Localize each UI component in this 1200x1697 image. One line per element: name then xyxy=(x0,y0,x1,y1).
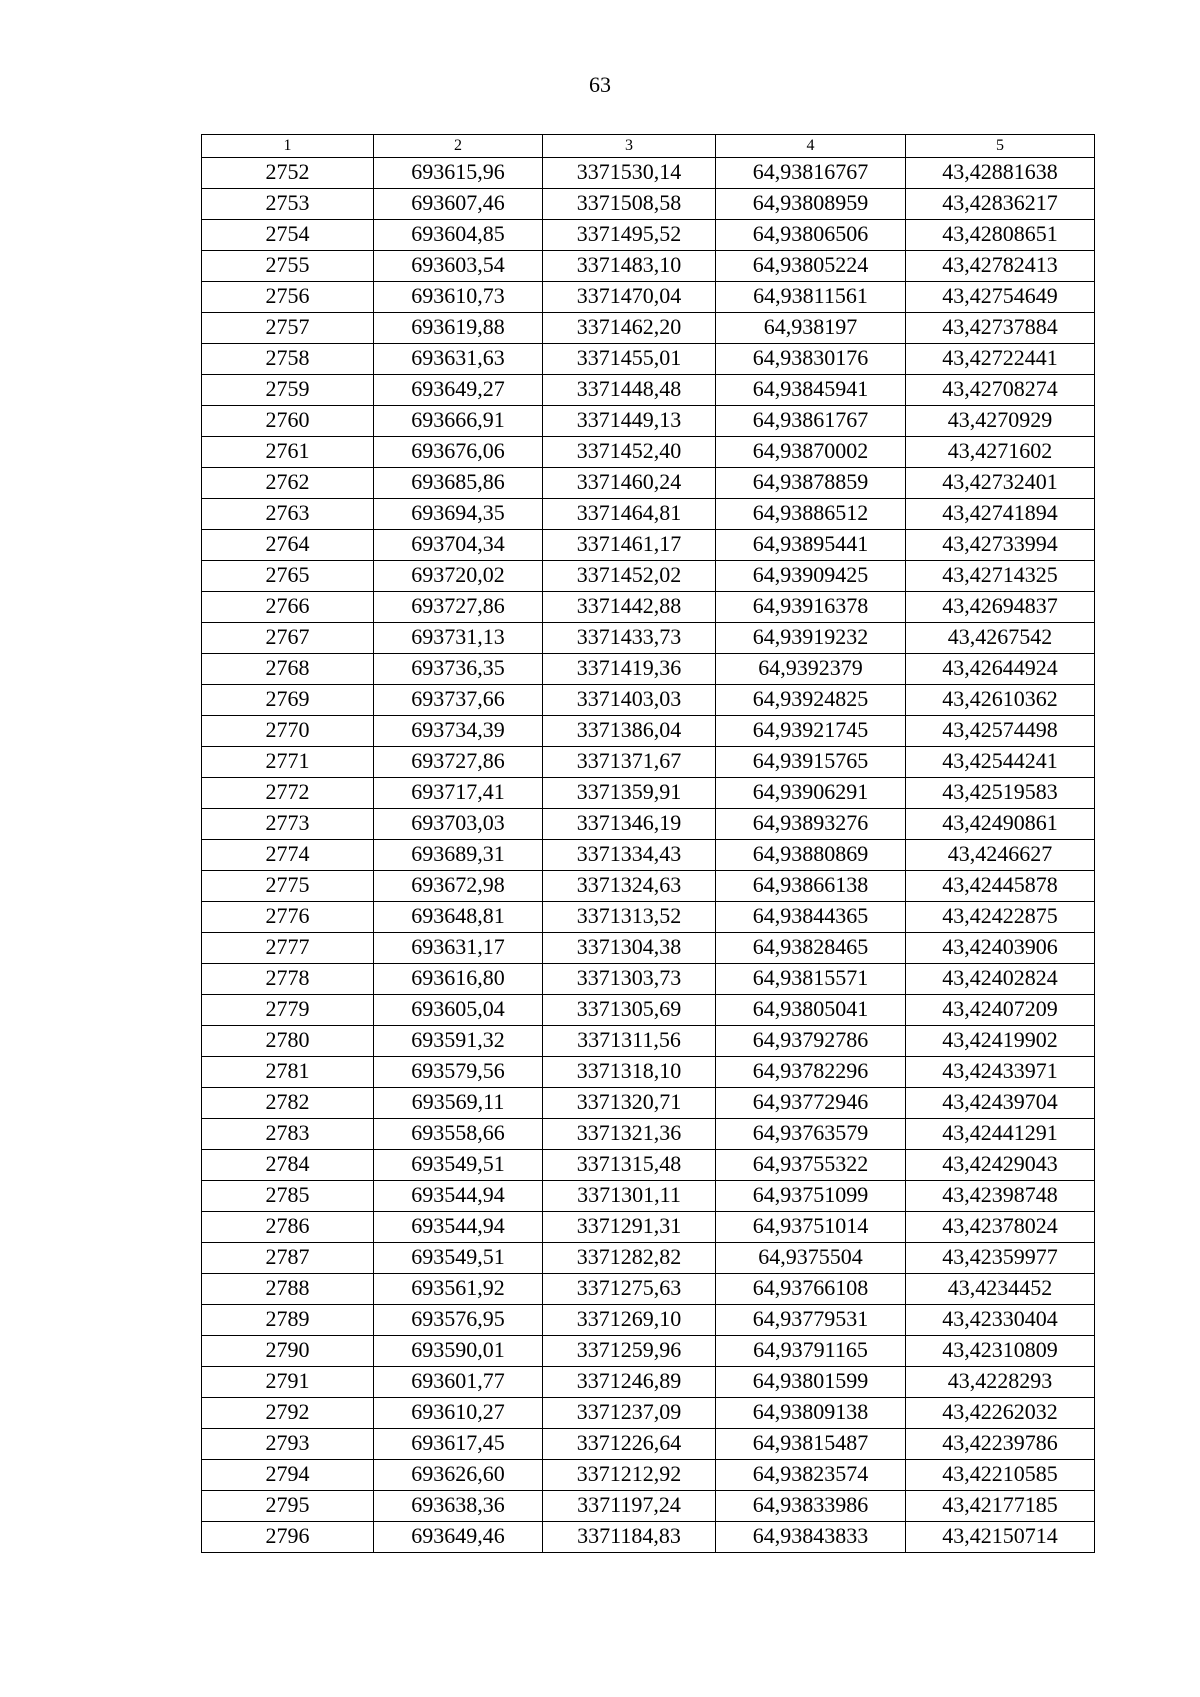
table-cell: 693561,92 xyxy=(374,1274,543,1305)
table-cell: 64,9375504 xyxy=(716,1243,906,1274)
table-cell: 2795 xyxy=(202,1491,374,1522)
table-cell: 64,93816767 xyxy=(716,158,906,189)
table-cell: 2759 xyxy=(202,375,374,406)
table-row xyxy=(202,1274,1095,1305)
table-cell: 3371320,71 xyxy=(543,1088,716,1119)
table-row xyxy=(202,716,1095,747)
table-cell: 64,93924825 xyxy=(716,685,906,716)
table-cell: 43,42881638 xyxy=(906,158,1095,189)
table-cell: 2756 xyxy=(202,282,374,313)
table-cell: 2770 xyxy=(202,716,374,747)
table-cell: 64,93886512 xyxy=(716,499,906,530)
table-cell: 693731,13 xyxy=(374,623,543,654)
table-cell: 3371269,10 xyxy=(543,1305,716,1336)
table-cell: 43,42310809 xyxy=(906,1336,1095,1367)
table-cell: 3371483,10 xyxy=(543,251,716,282)
table-row xyxy=(202,1119,1095,1150)
table-cell: 693607,46 xyxy=(374,189,543,220)
table-cell: 64,93844365 xyxy=(716,902,906,933)
table-cell: 2789 xyxy=(202,1305,374,1336)
table-row xyxy=(202,902,1095,933)
table-cell: 43,4270929 xyxy=(906,406,1095,437)
table-cell: 43,42177185 xyxy=(906,1491,1095,1522)
table-cell: 64,938197 xyxy=(716,313,906,344)
table-cell: 64,93792786 xyxy=(716,1026,906,1057)
table-cell: 64,93880869 xyxy=(716,840,906,871)
table-cell: 2777 xyxy=(202,933,374,964)
table-cell: 2794 xyxy=(202,1460,374,1491)
table-cell: 693619,88 xyxy=(374,313,543,344)
table-cell: 3371184,83 xyxy=(543,1522,716,1553)
table-cell: 2790 xyxy=(202,1336,374,1367)
table-cell: 3371315,48 xyxy=(543,1150,716,1181)
table-cell: 64,93805224 xyxy=(716,251,906,282)
table-cell: 693717,41 xyxy=(374,778,543,809)
table-cell: 43,42708274 xyxy=(906,375,1095,406)
table-cell: 64,93921745 xyxy=(716,716,906,747)
table-cell: 64,9392379 xyxy=(716,654,906,685)
table-row xyxy=(202,189,1095,220)
table-cell: 2778 xyxy=(202,964,374,995)
table-cell: 3371386,04 xyxy=(543,716,716,747)
table-cell: 64,93755322 xyxy=(716,1150,906,1181)
table-cell: 693579,56 xyxy=(374,1057,543,1088)
table-cell: 3371275,63 xyxy=(543,1274,716,1305)
table-cell: 43,42378024 xyxy=(906,1212,1095,1243)
table-cell: 43,42150714 xyxy=(906,1522,1095,1553)
table-cell: 3371237,09 xyxy=(543,1398,716,1429)
table-cell: 693736,35 xyxy=(374,654,543,685)
table-row xyxy=(202,623,1095,654)
table-cell: 693648,81 xyxy=(374,902,543,933)
table-cell: 2769 xyxy=(202,685,374,716)
table-cell: 2766 xyxy=(202,592,374,623)
table-row xyxy=(202,437,1095,468)
table-cell: 2786 xyxy=(202,1212,374,1243)
table-cell: 43,42419902 xyxy=(906,1026,1095,1057)
table-cell: 43,42439704 xyxy=(906,1088,1095,1119)
table-row xyxy=(202,1243,1095,1274)
table-cell: 64,93779531 xyxy=(716,1305,906,1336)
table-cell: 3371311,56 xyxy=(543,1026,716,1057)
table-cell: 64,93808959 xyxy=(716,189,906,220)
table-cell: 693734,39 xyxy=(374,716,543,747)
table-cell: 693631,17 xyxy=(374,933,543,964)
table-row xyxy=(202,840,1095,871)
table-cell: 64,93843833 xyxy=(716,1522,906,1553)
table-cell: 693689,31 xyxy=(374,840,543,871)
table-header-row xyxy=(202,135,1095,158)
table-cell: 43,42754649 xyxy=(906,282,1095,313)
table-cell: 3371442,88 xyxy=(543,592,716,623)
table-cell: 2788 xyxy=(202,1274,374,1305)
table-cell: 43,42544241 xyxy=(906,747,1095,778)
table-cell: 43,42239786 xyxy=(906,1429,1095,1460)
table-cell: 43,4267542 xyxy=(906,623,1095,654)
table-cell: 3371259,96 xyxy=(543,1336,716,1367)
table-cell: 3371321,36 xyxy=(543,1119,716,1150)
table-row xyxy=(202,1367,1095,1398)
table-cell: 693704,34 xyxy=(374,530,543,561)
table-row xyxy=(202,1057,1095,1088)
table-cell: 2775 xyxy=(202,871,374,902)
table-cell: 64,93791165 xyxy=(716,1336,906,1367)
table-cell: 3371452,02 xyxy=(543,561,716,592)
table-cell: 43,42403906 xyxy=(906,933,1095,964)
table-cell: 2791 xyxy=(202,1367,374,1398)
table-cell: 693604,85 xyxy=(374,220,543,251)
table-cell: 693720,02 xyxy=(374,561,543,592)
table-cell: 693676,06 xyxy=(374,437,543,468)
table-cell: 693666,91 xyxy=(374,406,543,437)
table-cell: 43,42422875 xyxy=(906,902,1095,933)
table-cell: 2787 xyxy=(202,1243,374,1274)
table-cell: 3371246,89 xyxy=(543,1367,716,1398)
table-cell: 43,42407209 xyxy=(906,995,1095,1026)
table-cell: 3371495,52 xyxy=(543,220,716,251)
table-cell: 2753 xyxy=(202,189,374,220)
table-cell: 2760 xyxy=(202,406,374,437)
table-cell: 3371461,17 xyxy=(543,530,716,561)
table-cell: 2774 xyxy=(202,840,374,871)
table-cell: 43,42644924 xyxy=(906,654,1095,685)
column-header-3: 3 xyxy=(543,135,716,158)
table-cell: 64,93861767 xyxy=(716,406,906,437)
table-row xyxy=(202,871,1095,902)
table-cell: 2776 xyxy=(202,902,374,933)
table-cell: 43,42610362 xyxy=(906,685,1095,716)
table-cell: 3371460,24 xyxy=(543,468,716,499)
table-cell: 3371449,13 xyxy=(543,406,716,437)
table-cell: 64,93906291 xyxy=(716,778,906,809)
table-row xyxy=(202,1429,1095,1460)
table-cell: 693590,01 xyxy=(374,1336,543,1367)
table-cell: 43,42433971 xyxy=(906,1057,1095,1088)
table-cell: 3371303,73 xyxy=(543,964,716,995)
table-row xyxy=(202,1522,1095,1553)
table-cell: 3371403,03 xyxy=(543,685,716,716)
table-cell: 2768 xyxy=(202,654,374,685)
table-cell: 693649,46 xyxy=(374,1522,543,1553)
table-row xyxy=(202,158,1095,189)
table-cell: 3371334,43 xyxy=(543,840,716,871)
table-row xyxy=(202,654,1095,685)
table-row xyxy=(202,1181,1095,1212)
table-cell: 693544,94 xyxy=(374,1212,543,1243)
table-cell: 64,93766108 xyxy=(716,1274,906,1305)
table-cell: 3371324,63 xyxy=(543,871,716,902)
column-header-4: 4 xyxy=(716,135,906,158)
table-cell: 43,42732401 xyxy=(906,468,1095,499)
table-cell: 2783 xyxy=(202,1119,374,1150)
table-row xyxy=(202,592,1095,623)
table-cell: 64,93823574 xyxy=(716,1460,906,1491)
table-cell: 3371301,11 xyxy=(543,1181,716,1212)
table-cell: 43,42722441 xyxy=(906,344,1095,375)
table-cell: 43,4271602 xyxy=(906,437,1095,468)
table-cell: 43,42836217 xyxy=(906,189,1095,220)
coordinates-table xyxy=(201,134,1095,1553)
table-cell: 43,42808651 xyxy=(906,220,1095,251)
table-row xyxy=(202,251,1095,282)
table-cell: 3371470,04 xyxy=(543,282,716,313)
table-cell: 3371305,69 xyxy=(543,995,716,1026)
table-cell: 693601,77 xyxy=(374,1367,543,1398)
table-cell: 693591,32 xyxy=(374,1026,543,1057)
table-row xyxy=(202,778,1095,809)
table-cell: 693694,35 xyxy=(374,499,543,530)
table-cell: 2772 xyxy=(202,778,374,809)
table-cell: 3371291,31 xyxy=(543,1212,716,1243)
table-cell: 2762 xyxy=(202,468,374,499)
table-cell: 2792 xyxy=(202,1398,374,1429)
table-row xyxy=(202,1460,1095,1491)
table-cell: 2781 xyxy=(202,1057,374,1088)
table-row xyxy=(202,282,1095,313)
table-row xyxy=(202,375,1095,406)
table-cell: 43,42737884 xyxy=(906,313,1095,344)
table-cell: 64,93866138 xyxy=(716,871,906,902)
table-row xyxy=(202,1150,1095,1181)
table-cell: 43,42210585 xyxy=(906,1460,1095,1491)
table-cell: 43,42574498 xyxy=(906,716,1095,747)
table-cell: 2755 xyxy=(202,251,374,282)
table-cell: 43,4246627 xyxy=(906,840,1095,871)
table-cell: 64,93811561 xyxy=(716,282,906,313)
column-header-1: 1 xyxy=(202,135,374,158)
table-cell: 43,42782413 xyxy=(906,251,1095,282)
table-cell: 64,93782296 xyxy=(716,1057,906,1088)
table-row xyxy=(202,220,1095,251)
table-cell: 693631,63 xyxy=(374,344,543,375)
table-row xyxy=(202,1491,1095,1522)
table-cell: 43,42733994 xyxy=(906,530,1095,561)
table-row xyxy=(202,1026,1095,1057)
table-row xyxy=(202,1398,1095,1429)
table-cell: 64,93815487 xyxy=(716,1429,906,1460)
table-cell: 693617,45 xyxy=(374,1429,543,1460)
table-cell: 693616,80 xyxy=(374,964,543,995)
table-body xyxy=(202,158,1095,1553)
table-cell: 43,42402824 xyxy=(906,964,1095,995)
table-row xyxy=(202,685,1095,716)
table-cell: 3371452,40 xyxy=(543,437,716,468)
table-cell: 64,93893276 xyxy=(716,809,906,840)
table-cell: 3371455,01 xyxy=(543,344,716,375)
table-cell: 64,93805041 xyxy=(716,995,906,1026)
table-cell: 43,42359977 xyxy=(906,1243,1095,1274)
table-cell: 3371448,48 xyxy=(543,375,716,406)
table-cell: 64,93909425 xyxy=(716,561,906,592)
table-cell: 693626,60 xyxy=(374,1460,543,1491)
table-cell: 64,93919232 xyxy=(716,623,906,654)
table-cell: 693605,04 xyxy=(374,995,543,1026)
table-cell: 64,93801599 xyxy=(716,1367,906,1398)
table-cell: 693615,96 xyxy=(374,158,543,189)
table-cell: 64,93806506 xyxy=(716,220,906,251)
table-cell: 43,42429043 xyxy=(906,1150,1095,1181)
table-cell: 2779 xyxy=(202,995,374,1026)
table-cell: 64,93763579 xyxy=(716,1119,906,1150)
table-cell: 693649,27 xyxy=(374,375,543,406)
table-cell: 43,42441291 xyxy=(906,1119,1095,1150)
table-cell: 2796 xyxy=(202,1522,374,1553)
table-row xyxy=(202,468,1095,499)
table-cell: 3371226,64 xyxy=(543,1429,716,1460)
table-row xyxy=(202,809,1095,840)
table-cell: 3371212,92 xyxy=(543,1460,716,1491)
table-row xyxy=(202,995,1095,1026)
table-cell: 64,93772946 xyxy=(716,1088,906,1119)
table-cell: 693549,51 xyxy=(374,1243,543,1274)
table-cell: 43,42262032 xyxy=(906,1398,1095,1429)
table-cell: 64,93751014 xyxy=(716,1212,906,1243)
column-header-5: 5 xyxy=(906,135,1095,158)
table-cell: 43,42398748 xyxy=(906,1181,1095,1212)
table-cell: 64,93751099 xyxy=(716,1181,906,1212)
page-number: 63 xyxy=(589,72,611,97)
table-cell: 64,93915765 xyxy=(716,747,906,778)
table-cell: 64,93809138 xyxy=(716,1398,906,1429)
table-cell: 3371419,36 xyxy=(543,654,716,685)
table-row xyxy=(202,964,1095,995)
table-row xyxy=(202,1336,1095,1367)
table-cell: 2754 xyxy=(202,220,374,251)
table-cell: 3371530,14 xyxy=(543,158,716,189)
table-cell: 2773 xyxy=(202,809,374,840)
table-cell: 693610,27 xyxy=(374,1398,543,1429)
table-cell: 693638,36 xyxy=(374,1491,543,1522)
table-cell: 64,93870002 xyxy=(716,437,906,468)
table-cell: 64,93916378 xyxy=(716,592,906,623)
table-row xyxy=(202,499,1095,530)
table-cell: 693549,51 xyxy=(374,1150,543,1181)
table-cell: 693603,54 xyxy=(374,251,543,282)
table-row xyxy=(202,530,1095,561)
table-cell: 693576,95 xyxy=(374,1305,543,1336)
table-row xyxy=(202,1305,1095,1336)
table-cell: 43,42519583 xyxy=(906,778,1095,809)
table-cell: 64,93845941 xyxy=(716,375,906,406)
table-cell: 43,4228293 xyxy=(906,1367,1095,1398)
table-cell: 2785 xyxy=(202,1181,374,1212)
table-cell: 43,42694837 xyxy=(906,592,1095,623)
table-cell: 2752 xyxy=(202,158,374,189)
table-cell: 3371282,82 xyxy=(543,1243,716,1274)
table-cell: 2767 xyxy=(202,623,374,654)
table-cell: 2780 xyxy=(202,1026,374,1057)
table-cell: 2771 xyxy=(202,747,374,778)
table-cell: 3371318,10 xyxy=(543,1057,716,1088)
table-cell: 3371371,67 xyxy=(543,747,716,778)
table-cell: 2763 xyxy=(202,499,374,530)
table-row xyxy=(202,1088,1095,1119)
table-row xyxy=(202,933,1095,964)
table-cell: 693672,98 xyxy=(374,871,543,902)
table-row xyxy=(202,747,1095,778)
table-cell: 2784 xyxy=(202,1150,374,1181)
table-cell: 2757 xyxy=(202,313,374,344)
table-cell: 693610,73 xyxy=(374,282,543,313)
table-cell: 3371304,38 xyxy=(543,933,716,964)
table-cell: 3371197,24 xyxy=(543,1491,716,1522)
table-cell: 693703,03 xyxy=(374,809,543,840)
table-cell: 3371433,73 xyxy=(543,623,716,654)
table-cell: 64,93815571 xyxy=(716,964,906,995)
table-cell: 693727,86 xyxy=(374,747,543,778)
table-cell: 64,93878859 xyxy=(716,468,906,499)
table-cell: 64,93830176 xyxy=(716,344,906,375)
table-cell: 43,42330404 xyxy=(906,1305,1095,1336)
table-cell: 43,4234452 xyxy=(906,1274,1095,1305)
table-cell: 3371508,58 xyxy=(543,189,716,220)
table-cell: 2758 xyxy=(202,344,374,375)
table-cell: 2782 xyxy=(202,1088,374,1119)
table-cell: 693727,86 xyxy=(374,592,543,623)
table-row xyxy=(202,561,1095,592)
table-cell: 2761 xyxy=(202,437,374,468)
table-row xyxy=(202,344,1095,375)
table-cell: 3371313,52 xyxy=(543,902,716,933)
table-cell: 2765 xyxy=(202,561,374,592)
table-cell: 2764 xyxy=(202,530,374,561)
table-cell: 43,42714325 xyxy=(906,561,1095,592)
table-cell: 3371462,20 xyxy=(543,313,716,344)
table-cell: 693569,11 xyxy=(374,1088,543,1119)
table-cell: 64,93833986 xyxy=(716,1491,906,1522)
table-cell: 3371346,19 xyxy=(543,809,716,840)
table-cell: 693558,66 xyxy=(374,1119,543,1150)
table-cell: 64,93895441 xyxy=(716,530,906,561)
table-cell: 2793 xyxy=(202,1429,374,1460)
table-row xyxy=(202,313,1095,344)
table-cell: 43,42490861 xyxy=(906,809,1095,840)
table-row xyxy=(202,406,1095,437)
column-header-2: 2 xyxy=(374,135,543,158)
table-cell: 43,42445878 xyxy=(906,871,1095,902)
table-cell: 693737,66 xyxy=(374,685,543,716)
table-cell: 693544,94 xyxy=(374,1181,543,1212)
table-cell: 693685,86 xyxy=(374,468,543,499)
table-cell: 3371464,81 xyxy=(543,499,716,530)
table-row xyxy=(202,1212,1095,1243)
table-cell: 3371359,91 xyxy=(543,778,716,809)
table-cell: 64,93828465 xyxy=(716,933,906,964)
table-cell: 43,42741894 xyxy=(906,499,1095,530)
